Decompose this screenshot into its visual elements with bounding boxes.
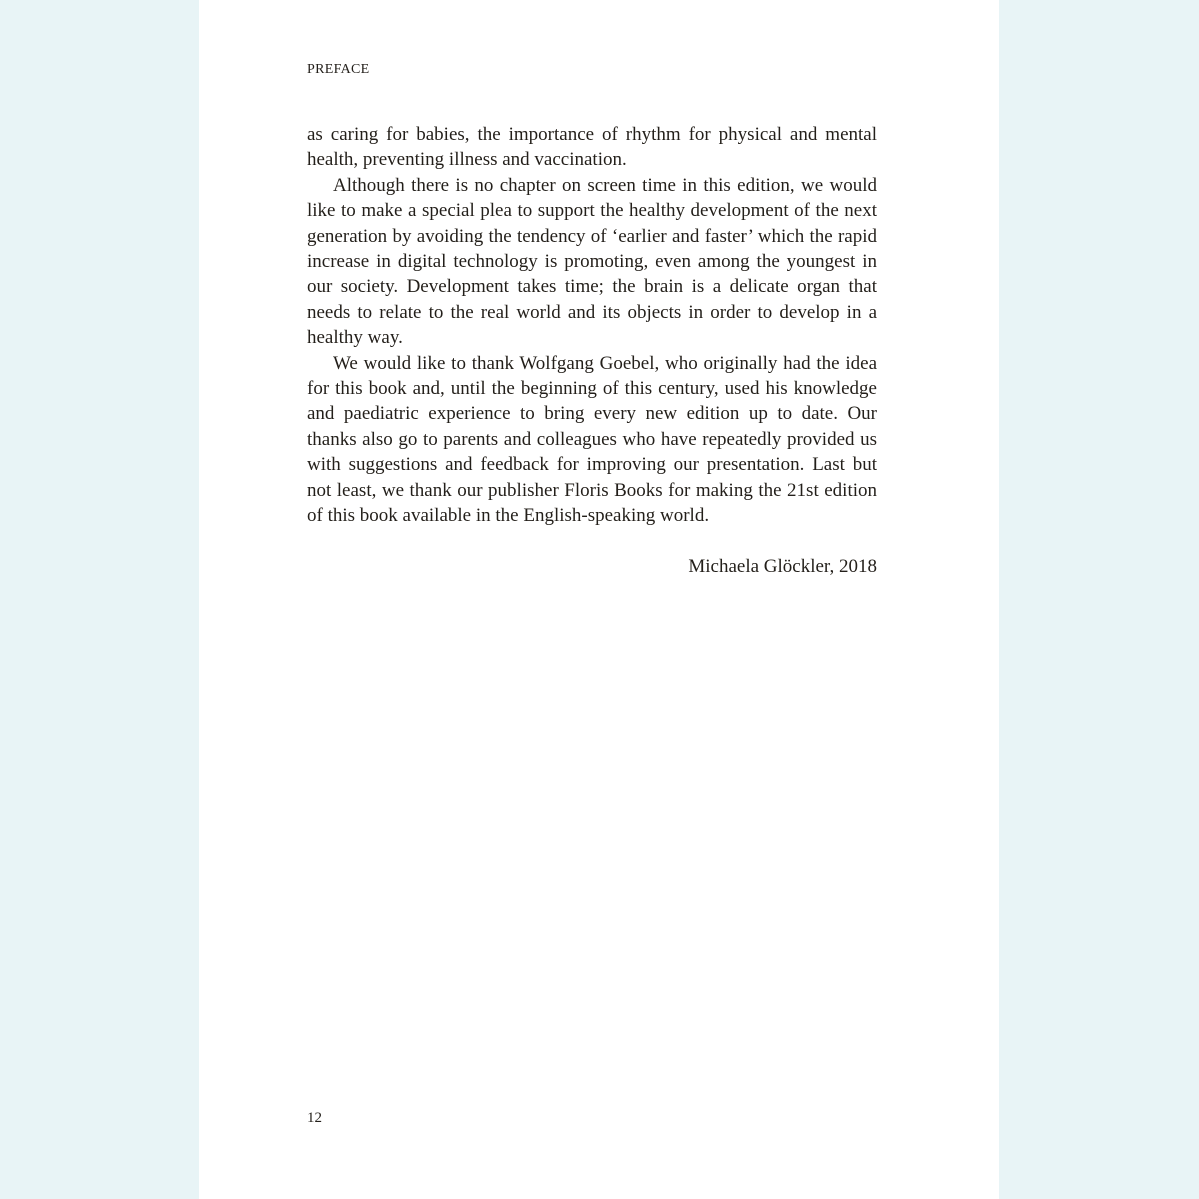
body-text xyxy=(307,122,877,579)
paragraph-continuation: as caring for babies, the importance of rhythm for physical and mental health, preventing illness and vaccination. xyxy=(307,124,877,171)
book-page xyxy=(199,0,999,1199)
author-signature: Michaela Glöckler, 2018 xyxy=(688,555,877,577)
paragraph-screen-time: Although there is no chapter on screen time in this edition, we would like to make a special plea to support the healthy development of the next generation by avoiding the tendency of ‘earlier and faster’ which the rapid increase in digital technology is promoting, even among the youngest in our society. Development takes time; the brain is a delicate organ that needs to relate to the real world and its objects in order to develop in a healthy way. xyxy=(307,174,877,349)
paragraph-acknowledgements: We would like to thank Wolfgang Goebel, who originally had the idea for this book and, until the beginning of this century, used his knowledge and paediatric experience to bring every new edition up to date. Our thanks also go to parents and colleagues who have repeatedly provided us with suggestions and feedback for improving our presentation. Last but not least, we thank our publisher Floris Books for making the 21st edition of this book available in the English-speaking world. xyxy=(307,352,877,527)
page-number: 12 xyxy=(307,1110,322,1126)
running-head: PREFACE xyxy=(307,62,370,77)
